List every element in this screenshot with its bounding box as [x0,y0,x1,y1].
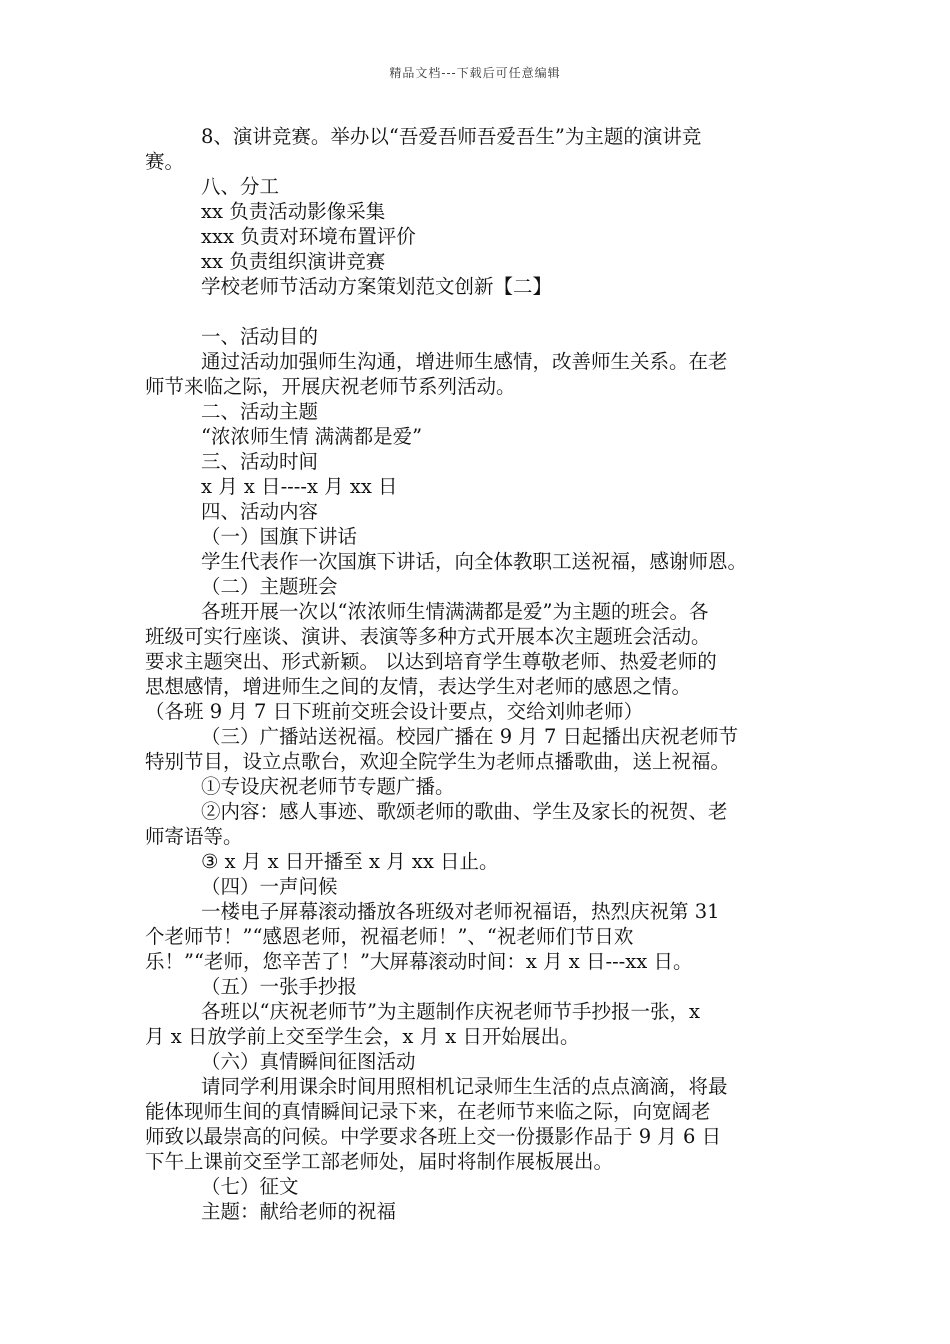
text-line: （四）一声问候 [201,875,338,898]
text-line: 个老师节！”“感恩老师，祝福老师！”、“祝老师们节日欢 [145,925,634,948]
text-line: ②内容：感人事迹、歌颂老师的歌曲、学生及家长的祝贺、老 [201,800,728,823]
text-line: 请同学利用课余时间用照相机记录师生生活的点点滴滴，将最 [201,1075,728,1098]
text-line: “浓浓师生情 满满都是爱” [201,425,423,448]
text-line: 能体现师生间的真情瞬间记录下来，在老师节来临之际，向宽阔老 [145,1100,711,1123]
text-line: 8、演讲竞赛。举办以“吾爱吾师吾爱吾生”为主题的演讲竞 [201,125,702,148]
text-line: 下午上课前交至学工部老师处，届时将制作展板展出。 [145,1150,614,1173]
text-line: 三、活动时间 [201,450,319,473]
text-line: 主题：献给老师的祝福 [201,1200,397,1223]
text-line: 思想感情，增进师生之间的友情，表达学生对老师的感恩之情。 [145,675,692,698]
text-line: （各班 9 月 7 日下班前交班会设计要点，交给刘帅老师） [145,700,644,723]
text-line: 班级可实行座谈、演讲、表演等多种方式开展本次主题班会活动。 [145,625,711,648]
text-line: x 月 x 日----x 月 xx 日 [201,475,398,498]
page-header: 精品文档---下载后可任意编辑 [389,66,561,80]
text-line: ③ x 月 x 日开播至 x 月 xx 日止。 [201,850,499,873]
text-line: 各班开展一次以“浓浓师生情满满都是爱”为主题的班会。各 [201,600,709,623]
text-line: 一楼电子屏幕滚动播放各班级对老师祝福语，热烈庆祝第 31 [201,900,720,923]
text-line: （六）真情瞬间征图活动 [201,1050,416,1073]
text-line: xx 负责活动影像采集 [201,200,386,223]
text-line: xx 负责组织演讲竞赛 [201,250,386,273]
text-line: 四、活动内容 [201,500,319,523]
text-line: （二）主题班会 [201,575,338,598]
text-line: 学生代表作一次国旗下讲话，向全体教职工送祝福，感谢师恩。 [201,550,748,573]
text-line: 师节来临之际，开展庆祝老师节系列活动。 [145,375,516,398]
text-line: （七）征文 [201,1175,299,1198]
text-line: 通过活动加强师生沟通，增进师生感情，改善师生关系。在老 [201,350,728,373]
text-line: 乐！”“老师，您辛苦了！”大屏幕滚动时间：x 月 x 日---xx 日。 [145,950,693,973]
text-line: 师致以最崇高的问候。中学要求各班上交一份摄影作品于 9 月 6 日 [145,1125,722,1148]
text-line: 月 x 日放学前上交至学生会，x 月 x 日开始展出。 [145,1025,580,1048]
text-line: 师寄语等。 [145,825,243,848]
text-line: 二、活动主题 [201,400,319,423]
text-line: 八、分工 [201,175,280,198]
text-line: 学校老师节活动方案策划范文创新【二】 [201,275,553,298]
text-line: 各班以“庆祝老师节”为主题制作庆祝老师节手抄报一张，x [201,1000,700,1023]
text-line: 一、活动目的 [201,325,319,348]
text-line: （三）广播站送祝福。校园广播在 9 月 7 日起播出庆祝老师节 [201,725,739,748]
text-line: （一）国旗下讲话 [201,525,358,548]
text-line: 特别节目，设立点歌台，欢迎全院学生为老师点播歌曲，送上祝福。 [145,750,731,773]
text-line: （五）一张手抄报 [201,975,358,998]
text-line: ①专设庆祝老师节专题广播。 [201,775,455,798]
blank-line [145,299,817,324]
text-line: 要求主题突出、形式新颖。 以达到培育学生尊敬老师、热爱老师的 [145,650,717,673]
text-line: xxx 负责对环境布置评价 [201,225,416,248]
document-body [145,124,817,1224]
text-line: 赛。 [145,150,185,173]
